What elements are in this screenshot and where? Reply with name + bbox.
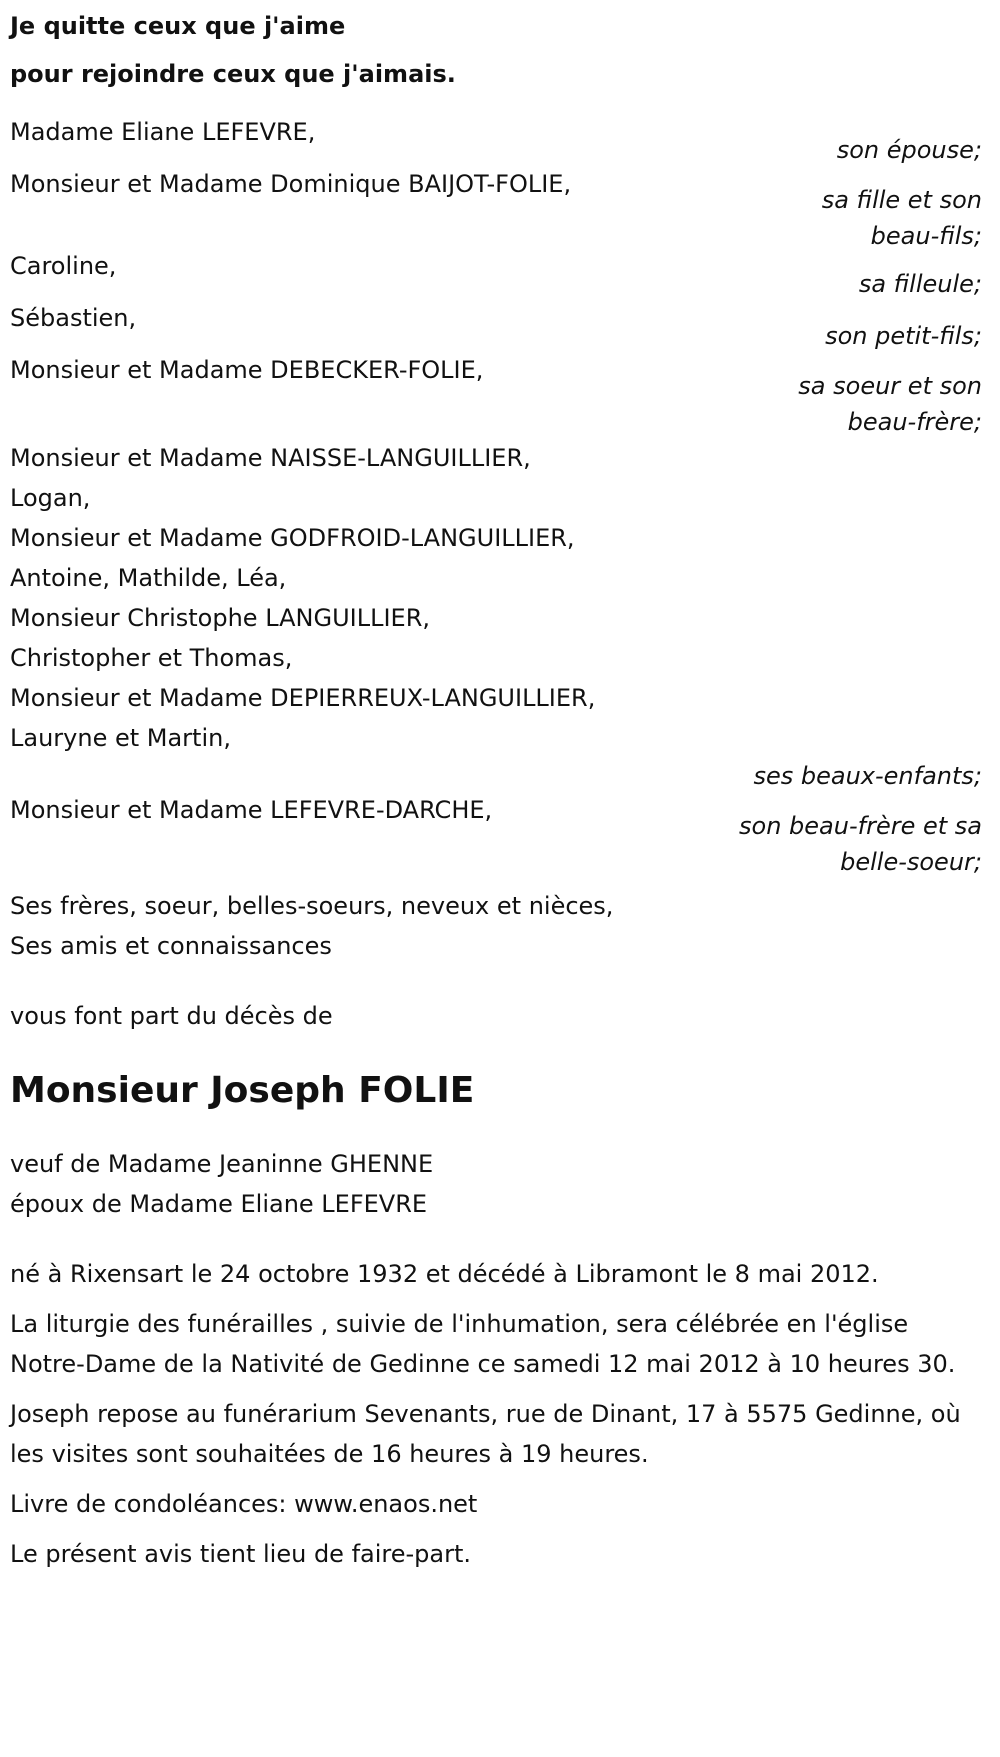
deceased-name: Monsieur Joseph FOLIE <box>10 1070 475 1111</box>
family-relation: son petit-fils; <box>825 322 982 350</box>
family-entry <box>10 350 990 440</box>
family-entry <box>10 164 990 254</box>
family-name-line: Lauryne et Martin, <box>10 724 231 752</box>
marital-status <box>10 1144 990 1224</box>
family-names: Madame Eliane LEFEVRE, <box>10 118 316 146</box>
family-name-line: Monsieur et Madame DEPIERREUX-LANGUILLIER, <box>10 684 596 712</box>
other-relatives-line: Ses frères, soeur, belles-soeurs, neveux et nièces, <box>10 892 614 920</box>
family-name-line: Logan, <box>10 484 91 512</box>
family-entry <box>10 438 990 796</box>
obituary-notice <box>10 0 990 1584</box>
visitation-info: Joseph repose au funérarium Sevenants, rue de Dinant, 17 à 5575 Gedinne, où les visites sont souhaitées de 16 heures à 19 heures. <box>10 1400 961 1468</box>
funeral-liturgy-info: La liturgie des funérailles , suivie de l'inhumation, sera célébrée en l'église Notre-Dame de la Nativité de Gedinne ce samedi 12 mai 2012 à 10 heures 30. <box>10 1310 956 1378</box>
family-names <box>10 438 990 758</box>
family-relation: son épouse; <box>836 136 982 164</box>
family-relation: sa filleule; <box>858 270 982 298</box>
family-relation: son beau-frère et sa belle-soeur; <box>739 812 982 876</box>
birth-death-info: né à Rixensart le 24 octobre 1932 et décédé à Libramont le 8 mai 2012. <box>10 1260 879 1288</box>
family-names: Caroline, <box>10 252 117 280</box>
family-names: Monsieur et Madame Dominique BAIJOT-FOLIE, <box>10 170 572 198</box>
epigraph-line: Je quitte ceux que j'aime <box>10 12 346 40</box>
marital-status-line: veuf de Madame Jeaninne GHENNE <box>10 1150 434 1178</box>
family-names: Monsieur et Madame DEBECKER-FOLIE, <box>10 356 484 384</box>
funeral-details <box>10 1254 990 1574</box>
marital-status-line: époux de Madame Eliane LEFEVRE <box>10 1190 428 1218</box>
family-entry <box>10 112 990 170</box>
family-relation: sa soeur et son beau-frère; <box>798 372 982 436</box>
other-relatives <box>10 886 990 966</box>
family-entry <box>10 790 990 880</box>
epigraph <box>10 2 990 98</box>
family-name-line: Christopher et Thomas, <box>10 644 293 672</box>
family-names: Sébastien, <box>10 304 137 332</box>
announcement: vous font part du décès de <box>10 1002 333 1030</box>
notice-remark: Le présent avis tient lieu de faire-part. <box>10 1540 472 1568</box>
epigraph-line: pour rejoindre ceux que j'aimais. <box>10 60 456 88</box>
family-entry <box>10 246 990 304</box>
family-name-line: Monsieur et Madame NAISSE-LANGUILLIER, <box>10 444 531 472</box>
other-relatives-line: Ses amis et connaissances <box>10 932 332 960</box>
family-relation: sa fille et son beau-fils; <box>821 186 982 250</box>
family-names: Monsieur et Madame LEFEVRE-DARCHE, <box>10 796 493 824</box>
family-name-line: Antoine, Mathilde, Léa, <box>10 564 287 592</box>
family-list <box>10 112 990 880</box>
family-relation: ses beaux-enfants; <box>753 762 982 790</box>
family-name-line: Monsieur Christophe LANGUILLIER, <box>10 604 431 632</box>
family-entry <box>10 298 990 356</box>
condolence-book: Livre de condoléances: www.enaos.net <box>10 1490 478 1518</box>
family-name-line: Monsieur et Madame GODFROID-LANGUILLIER, <box>10 524 575 552</box>
